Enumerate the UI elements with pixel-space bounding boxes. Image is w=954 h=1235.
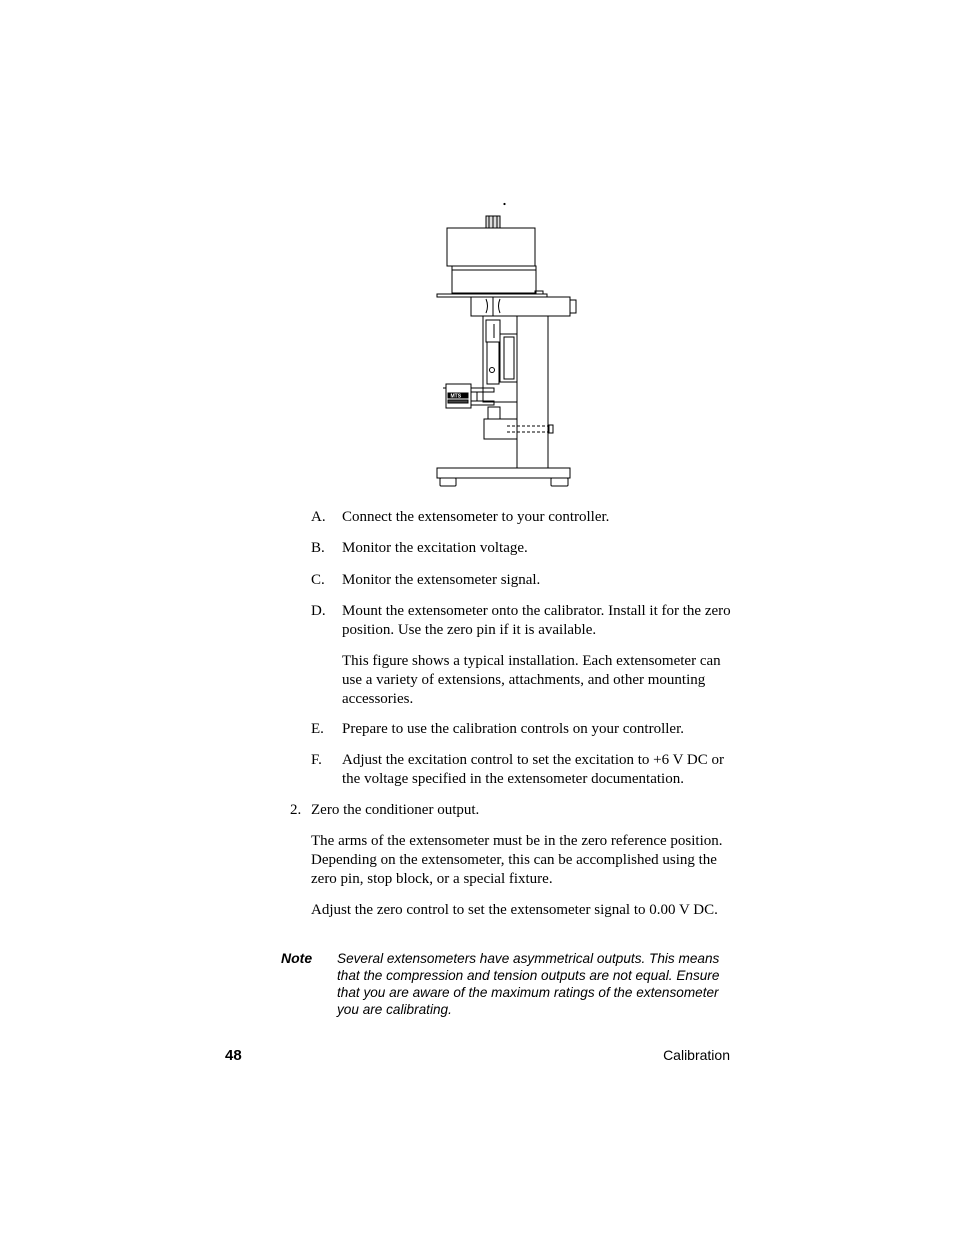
page-number: 48 — [225, 1047, 242, 1064]
step-letter: D. — [311, 603, 326, 619]
body-paragraph: The arms of the extensometer must be in the zero reference position. Depending on the extensometer, this can be accomplished using the zero pin, stop block, or a special fixture. — [311, 833, 723, 887]
step-text: Mount the extensometer onto the calibrator. Install it for the zero position. Use the zero pin if it is available. — [342, 603, 731, 638]
calibrator-figure — [430, 198, 580, 490]
step-text: Monitor the excitation voltage. — [342, 540, 528, 556]
step-letter: A. — [311, 509, 326, 525]
step-letter: F. — [311, 752, 322, 768]
step-number: 2. — [290, 802, 302, 818]
mts-logo: MTS — [450, 393, 462, 400]
step-text: Connect the extensometer to your controller. — [342, 509, 610, 525]
step-text: This figure shows a typical installation. Each extensometer can use a variety of extensions, attachments, and other mounting accessories. — [342, 653, 721, 707]
step-text: Prepare to use the calibration controls on your controller. — [342, 721, 684, 737]
step-text: Adjust the excitation control to set the excitation to +6 V DC or the voltage specified in the extensometer documentation. — [342, 752, 725, 787]
note-text: Several extensometers have asymmetrical outputs. This means that the compression and tension outputs are not equal. Ensure that you are aware of the maximum ratings of the extensometer you are calibrating. — [337, 951, 720, 1017]
step-text: Monitor the extensometer signal. — [342, 572, 541, 588]
body-paragraph: Adjust the zero control to set the extensometer signal to 0.00 V DC. — [311, 902, 718, 918]
step-letter: E. — [311, 721, 324, 737]
step-letter: B. — [311, 540, 325, 556]
note-label: Note — [281, 950, 313, 966]
step-letter: C. — [311, 572, 325, 588]
step-heading: Zero the conditioner output. — [311, 802, 480, 818]
section-title: Calibration — [663, 1047, 730, 1063]
